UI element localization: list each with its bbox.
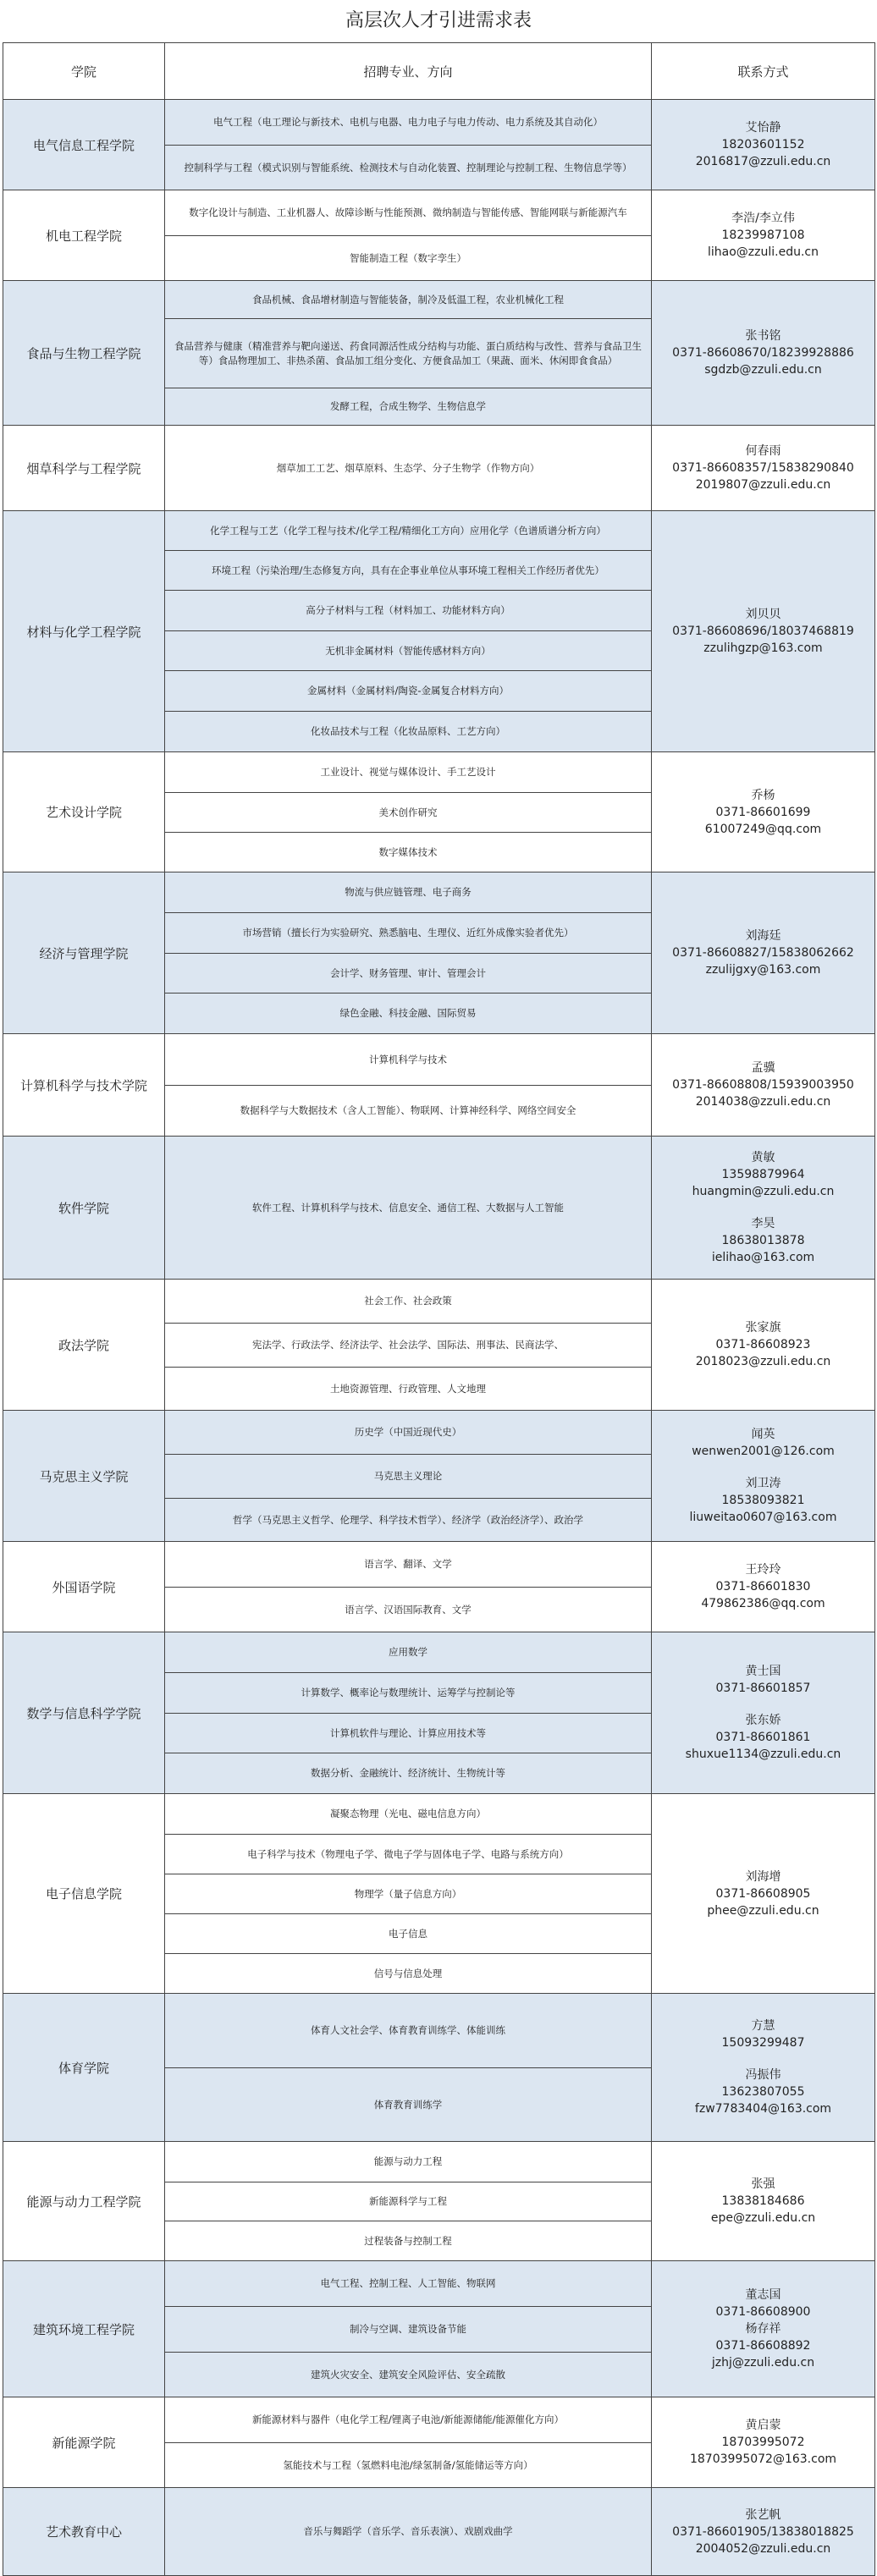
contact-line: 王玲玲	[745, 1563, 781, 1577]
major-item: 食品机械、食品增材制造与智能装备，制冷及低温工程，农业机械化工程	[252, 293, 564, 305]
contact-line: 18703995072@163.com	[689, 2452, 837, 2466]
contact-line: 黄敏	[751, 1151, 775, 1164]
contact-line: 0371-86601905/13838018825	[672, 2524, 854, 2539]
contact-cell	[652, 2488, 875, 2576]
header-majors: 招聘专业、方向	[165, 43, 652, 100]
table-row	[3, 1280, 875, 1411]
contact-line: 张家旗	[745, 1321, 781, 1335]
contact-line: 0371-86608923	[715, 1338, 811, 1351]
contact-line: lihao@zzuli.edu.cn	[708, 245, 819, 259]
table-header-row	[3, 43, 875, 100]
major-item: 美术创作研究	[165, 792, 651, 832]
contact-line: 乔杨	[751, 788, 775, 802]
contact-cell	[652, 190, 875, 281]
contact-line: 刘海增	[745, 1869, 781, 1884]
major-item: 电气工程（电工理论与新技术、电机与电器、电力电子与电力传动、电力系统及其自动化）	[213, 116, 603, 128]
contact-line: 刘贝贝	[745, 608, 781, 621]
contact-line: phee@zzuli.edu.cn	[707, 1903, 819, 1918]
table-row	[3, 426, 875, 511]
major-item: 化妆品技术与工程（化妆品原料、工艺方向）	[165, 711, 651, 751]
contact-line: 13838184686	[721, 2194, 805, 2208]
major-item: 数字媒体技术	[165, 832, 651, 872]
table-row	[3, 752, 875, 872]
contact-line: 刘海廷	[745, 929, 781, 943]
table-row	[3, 190, 875, 281]
major-item: 化学工程与工艺（化学工程与技术/化学工程/精细化工方向）应用化学（色谱质谱分析方向）	[210, 524, 606, 537]
school-name: 材料与化学工程学院	[3, 511, 165, 752]
contact-cell	[652, 2142, 875, 2261]
contact-cell	[652, 2397, 875, 2488]
table-row	[3, 100, 875, 190]
table-row	[3, 2488, 875, 2576]
contact-line: 黄士国	[745, 1665, 781, 1678]
majors-cell	[165, 426, 652, 511]
school-name: 政法学院	[3, 1280, 165, 1411]
contact-line: 0371-86608900	[715, 2305, 811, 2319]
table-row	[3, 1137, 875, 1280]
major-item: 食品营养与健康（精准营养与靶向递送、药食同源活性成分结构与功能、蛋白质结构与改性、营养与食品卫生等）食品物理加工、非热杀菌、食品加工组分变化、方便食品加工（果蔬、面米、休闲即食食品）	[165, 318, 651, 388]
majors-cell	[165, 1542, 652, 1632]
table-row	[3, 1794, 875, 1994]
contact-line: shuxue1134@zzuli.edu.cn	[685, 1748, 841, 1761]
majors-cell	[165, 2488, 652, 2576]
major-item: 新能源科学与工程	[165, 2182, 651, 2221]
majors-cell	[165, 1994, 652, 2142]
major-item: 工业设计、视觉与媒体设计、手工艺设计	[320, 766, 496, 778]
major-item: 电气工程、控制工程、人工智能、物联网	[320, 2277, 496, 2289]
major-item: 体育人文社会学、体育教育训练学、体能训练	[311, 2024, 505, 2036]
contact-line: 张东娇	[745, 1714, 781, 1727]
major-item: 语言学、汉语国际教育、文学	[165, 1587, 651, 1632]
contact-line: fzw7783404@163.com	[694, 2102, 832, 2116]
contact-line: 18203601152	[721, 138, 805, 151]
contact-line: epe@zzuli.edu.cn	[710, 2211, 816, 2225]
major-item: 控制科学与工程（模式识别与智能系统、检测技术与自动化装置、控制理论与控制工程、生物信息学等）	[165, 145, 651, 190]
contact-line: 张书铭	[745, 329, 781, 343]
major-item: 语言学、翻译、文学	[364, 1558, 452, 1570]
major-item: 凝聚态物理（光电、磁电信息方向）	[330, 1808, 486, 1819]
table-row	[3, 872, 875, 1034]
contact-line: 2014038@zzuli.edu.cn	[695, 1095, 831, 1109]
contact-line: 张艺帆	[745, 2507, 781, 2522]
header-school: 学院	[3, 43, 165, 100]
contact-line: 18239987108	[721, 228, 805, 242]
contact-cell	[652, 1632, 875, 1794]
majors-cell	[165, 1632, 652, 1794]
major-item: 计算数学、概率论与数理统计、运筹学与控制论等	[165, 1672, 651, 1713]
contact-line: 0371-86608808/15939003950	[672, 1078, 854, 1092]
major-item: 软件工程、计算机科学与技术、信息安全、通信工程、大数据与人工智能	[252, 1201, 564, 1214]
contact-line: 孟骥	[751, 1061, 775, 1075]
school-name: 马克思主义学院	[3, 1411, 165, 1542]
majors-cell	[165, 1137, 652, 1280]
major-item: 高分子材料与工程（材料加工、功能材料方向）	[165, 590, 651, 630]
major-item: 马克思主义理论	[165, 1454, 651, 1498]
contact-line: 0371-86608357/15838290840	[672, 461, 854, 475]
header-contact: 联系方式	[652, 43, 875, 100]
school-name: 能源与动力工程学院	[3, 2142, 165, 2261]
majors-cell	[165, 281, 652, 426]
table-row	[3, 1542, 875, 1632]
major-item: 绿色金融、科技金融、国际贸易	[165, 993, 651, 1033]
majors-cell	[165, 511, 652, 752]
major-item: 烟草加工工艺、烟草原料、生态学、分子生物学（作物方向）	[276, 461, 540, 474]
major-item: 建筑火灾安全、建筑安全风险评估、安全疏散	[165, 2352, 651, 2397]
table-body	[3, 100, 875, 2576]
contact-line: 479862386@qq.com	[701, 1597, 825, 1610]
school-name: 艺术设计学院	[3, 752, 165, 872]
contact-line: 15093299487	[721, 2036, 805, 2050]
contact-line: 闻英	[751, 1428, 775, 1441]
major-item: 过程装备与控制工程	[165, 2221, 651, 2260]
contact-cell	[652, 1137, 875, 1280]
contact-line: 18538093821	[721, 1494, 805, 1507]
contact-line: 李昊	[751, 1217, 775, 1230]
contact-line: 0371-86608670/18239928886	[672, 346, 854, 360]
contact-line: 18638013878	[721, 1234, 805, 1247]
school-name: 体育学院	[3, 1994, 165, 2142]
contact-line: 0371-86608892	[715, 2339, 811, 2353]
major-item: 信号与信息处理	[165, 1953, 651, 1993]
contact-line: 0371-86601857	[715, 1682, 811, 1695]
contact-line: 刘卫涛	[745, 1477, 781, 1490]
contact-line: 2019807@zzuli.edu.cn	[695, 478, 831, 492]
major-item: 数据科学与大数据技术（含人工智能）、物联网、计算神经科学、网络空间安全	[165, 1085, 651, 1136]
contact-line: 冯振伟	[745, 2068, 781, 2082]
major-item: 历史学（中国近现代史）	[354, 1426, 462, 1438]
contact-line: 张强	[751, 2177, 775, 2191]
school-name: 艺术教育中心	[3, 2488, 165, 2576]
contact-line: 0371-86601699	[715, 805, 811, 819]
contact-line: 2018023@zzuli.edu.cn	[695, 1355, 831, 1368]
contact-line: liuweitao0607@163.com	[689, 1511, 837, 1524]
major-item: 能源与动力工程	[373, 2155, 443, 2167]
contact-line: 何春雨	[745, 444, 781, 458]
contact-line: 13623807055	[721, 2085, 805, 2099]
contact-line: wenwen2001@126.com	[692, 1445, 835, 1458]
contact-line: sgdzb@zzuli.edu.cn	[704, 363, 822, 377]
contact-line: 方慧	[751, 2019, 775, 2033]
school-name: 数学与信息科学学院	[3, 1632, 165, 1794]
majors-cell	[165, 2397, 652, 2488]
major-item: 宪法学、行政法学、经济法学、社会法学、国际法、刑事法、民商法学、	[165, 1323, 651, 1367]
major-item: 体育教育训练学	[165, 2067, 651, 2141]
contact-line: 18703995072	[721, 2436, 805, 2449]
major-item: 计算机科学与技术	[369, 1053, 447, 1065]
contact-line: zzulijgxy@163.com	[705, 963, 821, 977]
contact-cell	[652, 872, 875, 1034]
table-row	[3, 2397, 875, 2488]
school-name: 食品与生物工程学院	[3, 281, 165, 426]
contact-line: jzhj@zzuli.edu.cn	[711, 2356, 815, 2370]
table-row	[3, 2261, 875, 2397]
school-name: 新能源学院	[3, 2397, 165, 2488]
contact-cell	[652, 1994, 875, 2142]
contact-line: 艾怡静	[745, 121, 781, 135]
school-name: 机电工程学院	[3, 190, 165, 281]
major-item: 电子科学与技术（物理电子学、微电子学与固体电子学、电路与系统方向）	[165, 1834, 651, 1874]
major-item: 哲学（马克思主义哲学、伦理学、科学技术哲学）、经济学（政治经济学）、政治学	[165, 1498, 651, 1541]
contact-line: 2004052@zzuli.edu.cn	[695, 2541, 831, 2556]
contact-line: zzulihgzp@163.com	[703, 641, 823, 655]
contact-line: 董志国	[745, 2288, 781, 2302]
major-item: 会计学、财务管理、审计、管理会计	[165, 953, 651, 993]
school-name: 外国语学院	[3, 1542, 165, 1632]
contact-cell	[652, 1034, 875, 1137]
major-item: 物理学（量子信息方向）	[165, 1874, 651, 1913]
major-item: 计算机软件与理论、计算应用技术等	[165, 1713, 651, 1753]
contact-line: 13598879964	[721, 1168, 805, 1181]
majors-cell	[165, 2142, 652, 2261]
page-title: 高层次人才引进需求表	[345, 10, 532, 31]
contact-line: 0371-86608827/15838062662	[672, 946, 854, 960]
contact-cell	[652, 1794, 875, 1994]
table-row	[3, 511, 875, 752]
contact-cell	[652, 752, 875, 872]
school-name: 烟草科学与工程学院	[3, 426, 165, 511]
school-name: 电子信息学院	[3, 1794, 165, 1994]
major-item: 土地资源管理、行政管理、人文地理	[165, 1367, 651, 1410]
contact-line: huangmin@zzuli.edu.cn	[692, 1185, 835, 1198]
table-row	[3, 2142, 875, 2261]
table-row	[3, 281, 875, 426]
major-item: 社会工作、社会政策	[364, 1295, 452, 1307]
school-name: 建筑环境工程学院	[3, 2261, 165, 2397]
contact-cell	[652, 1280, 875, 1411]
major-item: 物流与供应链管理、电子商务	[345, 886, 472, 898]
talent-table	[3, 42, 875, 2576]
majors-cell	[165, 1411, 652, 1542]
majors-cell	[165, 1794, 652, 1994]
major-item: 应用数学	[389, 1646, 427, 1658]
major-item: 数据分析、金融统计、经济统计、生物统计等	[165, 1753, 651, 1793]
majors-cell	[165, 2261, 652, 2397]
major-item: 发酵工程，合成生物学、生物信息学	[165, 388, 651, 425]
school-name: 电气信息工程学院	[3, 100, 165, 190]
contact-line: 李浩/李立伟	[731, 212, 795, 225]
contact-cell	[652, 2261, 875, 2397]
contact-line: 61007249@qq.com	[704, 822, 822, 836]
majors-cell	[165, 872, 652, 1034]
contact-line: 杨存祥	[745, 2322, 781, 2336]
contact-line: 0371-86601830	[715, 1580, 811, 1593]
major-item: 新能源材料与器件（电化学工程/锂离子电池/新能源储能/能源催化方向）	[251, 2414, 565, 2425]
contact-cell	[652, 1542, 875, 1632]
contact-line: 0371-86608905	[715, 1886, 811, 1901]
table-row	[3, 1034, 875, 1137]
contact-cell	[652, 100, 875, 190]
contact-cell	[652, 1411, 875, 1542]
contact-cell	[652, 281, 875, 426]
contact-cell	[652, 426, 875, 511]
major-item: 智能制造工程（数字孪生）	[165, 235, 651, 280]
major-item: 环境工程（污染治理/生态修复方向，具有在企事业单位从事环境工程相关工作经历者优先）	[165, 550, 651, 590]
major-item: 市场营销（擅长行为实验研究、熟悉脑电、生理仪、近红外成像实验者优先）	[165, 912, 651, 953]
major-item: 数字化设计与制造、工业机器人、故障诊断与性能预测、微纳制造与智能传感、智能网联与新能源汽车	[189, 206, 627, 218]
majors-cell	[165, 1034, 652, 1137]
major-item: 音乐与舞蹈学（音乐学、音乐表演）、戏剧戏曲学	[303, 2525, 513, 2537]
majors-cell	[165, 1280, 652, 1411]
table-row	[3, 1411, 875, 1542]
majors-cell	[165, 752, 652, 872]
school-name: 软件学院	[3, 1137, 165, 1280]
major-item: 金属材料（金属材料/陶瓷-金属复合材料方向）	[165, 670, 651, 711]
major-item: 电子信息	[165, 1913, 651, 1953]
school-name: 经济与管理学院	[3, 872, 165, 1034]
contact-line: 0371-86608696/18037468819	[672, 625, 854, 638]
majors-cell	[165, 190, 652, 281]
table-row	[3, 1632, 875, 1794]
major-item: 氢能技术与工程（氢燃料电池/绿氢制备/氢能储运等方向）	[165, 2442, 651, 2487]
contact-line: ielihao@163.com	[711, 1251, 815, 1264]
school-name: 计算机科学与技术学院	[3, 1034, 165, 1137]
contact-line: 黄启蒙	[745, 2419, 781, 2432]
majors-cell	[165, 100, 652, 190]
major-item: 制冷与空调、建筑设备节能	[165, 2306, 651, 2352]
major-item: 无机非金属材料（智能传感材料方向）	[165, 630, 651, 670]
contact-line: 0371-86601861	[715, 1731, 811, 1744]
table-row	[3, 1994, 875, 2142]
contact-cell	[652, 511, 875, 752]
contact-line: 2016817@zzuli.edu.cn	[695, 155, 831, 168]
